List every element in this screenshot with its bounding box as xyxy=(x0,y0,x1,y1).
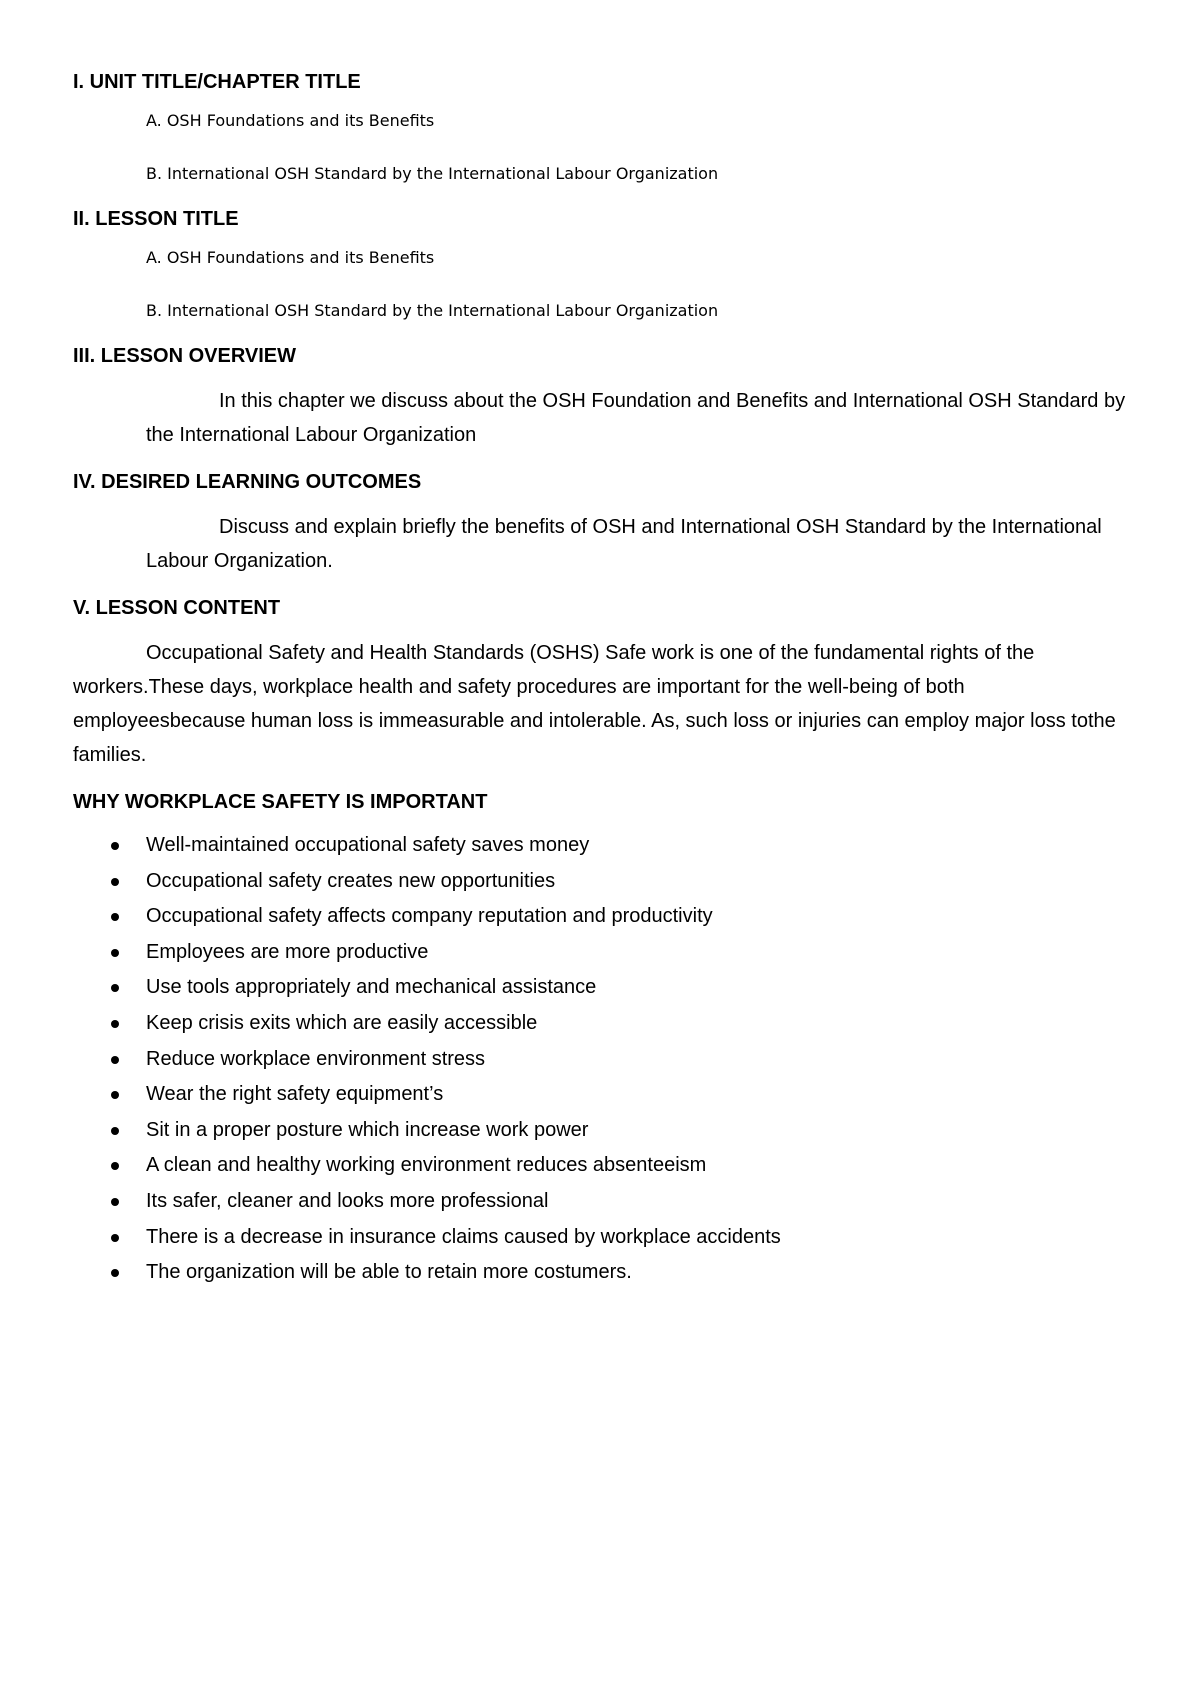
section-heading-why-safety: WHY WORKPLACE SAFETY IS IMPORTANT xyxy=(73,791,488,813)
bullet-item xyxy=(73,828,1130,864)
bullet-text: Occupational safety affects company reputation and productivity xyxy=(146,905,713,928)
bullet-icon xyxy=(111,878,119,886)
bullet-text: There is a decrease in insurance claims caused by workplace accidents xyxy=(146,1225,781,1248)
bullet-text: Use tools appropriately and mechanical assistance xyxy=(146,976,597,999)
bullet-text: Its safer, cleaner and looks more professional xyxy=(146,1189,549,1212)
bullet-item xyxy=(73,1184,1130,1220)
section-heading-unit-title: I. UNIT TITLE/CHAPTER TITLE xyxy=(73,71,361,93)
bullet-icon xyxy=(111,1198,119,1206)
bullet-item xyxy=(73,1220,1130,1256)
lesson-overview-text: In this chapter we discuss about the OSH Foundation and Benefits and International OSH Standard by the International Labour Organization xyxy=(146,390,1126,446)
section-heading-lesson-overview: III. LESSON OVERVIEW xyxy=(73,345,297,367)
bullet-text: Employees are more productive xyxy=(146,940,429,963)
bullet-icon xyxy=(111,1269,119,1277)
bullet-icon xyxy=(111,913,119,921)
bullet-item xyxy=(73,1255,1130,1291)
bullet-icon xyxy=(111,1020,119,1028)
section-heading-learning-outcomes: IV. DESIRED LEARNING OUTCOMES xyxy=(73,471,422,493)
bullet-icon xyxy=(111,1234,119,1242)
unit-title-list xyxy=(73,110,1130,185)
bullet-icon xyxy=(111,1091,119,1099)
unit-title-item: A. OSH Foundations and its Benefits xyxy=(146,111,435,130)
bullet-text: Wear the right safety equipment’s xyxy=(146,1083,444,1106)
section-heading-lesson-title: II. LESSON TITLE xyxy=(73,208,239,230)
lesson-title-item: A. OSH Foundations and its Benefits xyxy=(146,248,435,267)
bullet-item xyxy=(73,1113,1130,1149)
bullet-icon xyxy=(111,984,119,992)
bullet-item xyxy=(73,970,1130,1006)
bullet-icon xyxy=(111,1127,119,1135)
why-safety-bullet-list xyxy=(73,828,1130,1291)
bullet-text: Keep crisis exits which are easily accessible xyxy=(146,1011,538,1034)
bullet-text: Sit in a proper posture which increase work power xyxy=(146,1118,589,1141)
bullet-item xyxy=(73,935,1130,971)
bullet-text: The organization will be able to retain more costumers. xyxy=(146,1261,632,1284)
bullet-text: Occupational safety creates new opportunities xyxy=(146,869,556,892)
unit-title-item: B. International OSH Standard by the International Labour Organization xyxy=(146,164,719,183)
lesson-content-text: Occupational Safety and Health Standards (OSHS) Safe work is one of the fundamental rights of the workers.These days, workplace health and safety procedures are important for the well-being of both employeesbecause human loss is immeasurable and intolerable. As, such loss or injuries can employ major loss tothe families. xyxy=(73,642,1116,766)
section-heading-lesson-content: V. LESSON CONTENT xyxy=(73,597,281,619)
learning-outcomes-text: Discuss and explain briefly the benefits of OSH and International OSH Standard by the International Labour Organization. xyxy=(146,516,1102,572)
bullet-icon xyxy=(111,949,119,957)
lesson-title-item: B. International OSH Standard by the International Labour Organization xyxy=(146,301,719,320)
bullet-item xyxy=(73,899,1130,935)
bullet-item xyxy=(73,864,1130,900)
bullet-item xyxy=(73,1077,1130,1113)
bullet-item xyxy=(73,1148,1130,1184)
bullet-text: Reduce workplace environment stress xyxy=(146,1047,486,1070)
bullet-text: A clean and healthy working environment reduces absenteeism xyxy=(146,1154,707,1177)
bullet-icon xyxy=(111,1162,119,1170)
bullet-item xyxy=(73,1042,1130,1078)
bullet-text: Well-maintained occupational safety saves money xyxy=(146,834,590,856)
bullet-icon xyxy=(111,1056,119,1064)
bullet-item xyxy=(73,1006,1130,1042)
bullet-icon xyxy=(111,842,119,850)
lesson-title-list xyxy=(73,247,1130,322)
